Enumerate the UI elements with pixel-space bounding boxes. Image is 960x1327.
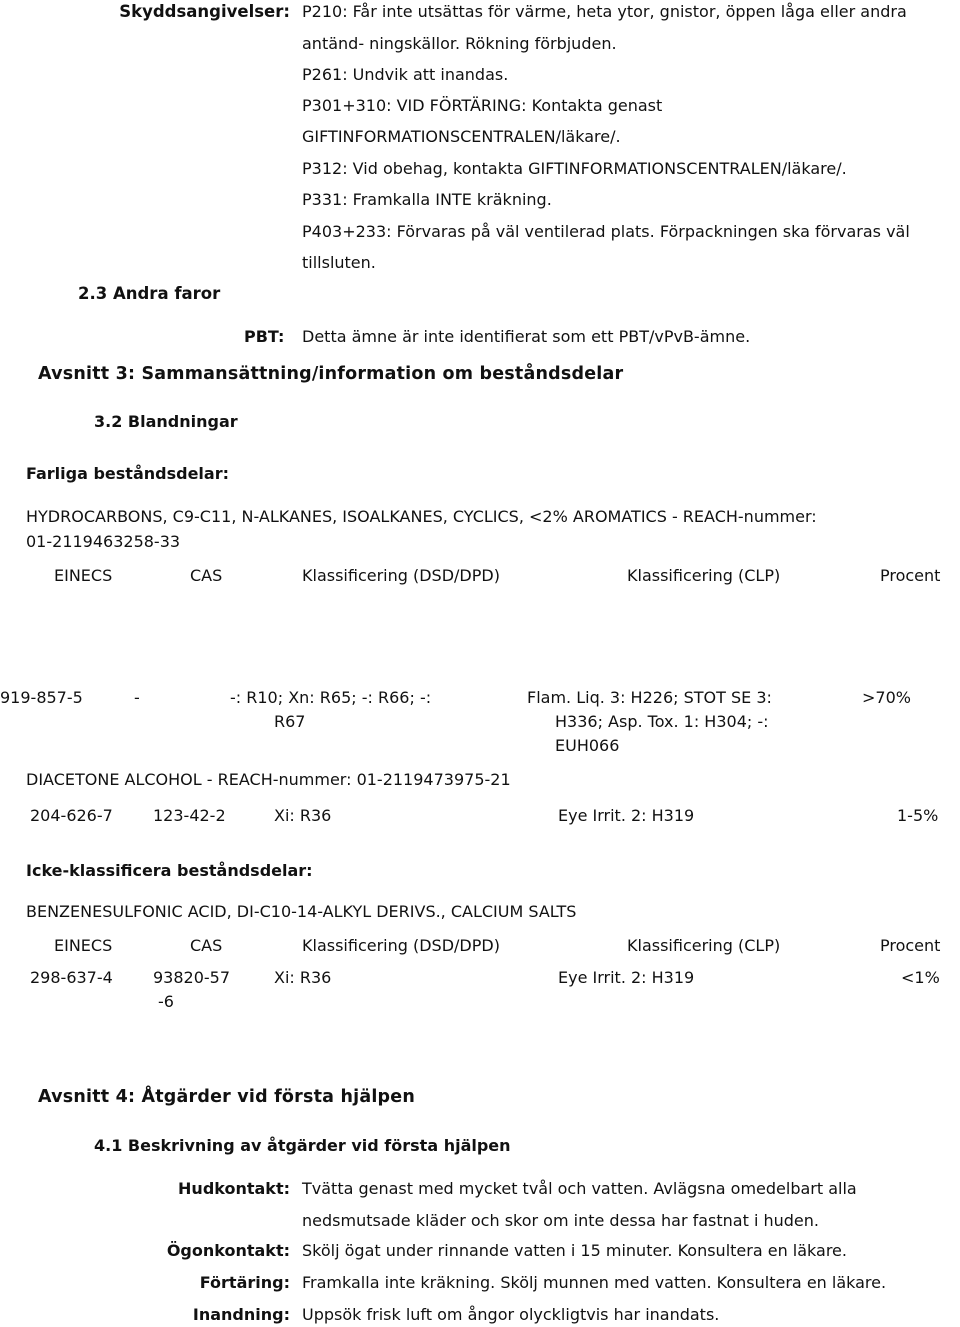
col-header-clp: Klassificering (CLP): [627, 566, 781, 585]
other-hazards-heading: 2.3 Andra faror: [78, 284, 221, 303]
inhalation-label: Inandning:: [192, 1305, 290, 1324]
cell-clp: H336; Asp. Tox. 1: H304; -:: [555, 712, 769, 731]
ingestion-text: Framkalla inte kräkning. Skölj munnen med vatten. Konsultera en läkare.: [302, 1273, 887, 1292]
skin-contact-text: Tvätta genast med mycket tvål och vatten. Avlägsna omedelbart alla: [302, 1179, 857, 1198]
dangerous-components-heading: Farliga beståndsdelar:: [26, 464, 229, 483]
skin-contact-label: Hudkontakt:: [178, 1179, 290, 1198]
eye-contact-text: Skölj ögat under rinnande vatten i 15 minuter. Konsultera en läkare.: [302, 1241, 847, 1260]
inhalation-text: Uppsök frisk luft om ångor olyckligtvis har inandats.: [302, 1305, 720, 1324]
unclassified-components-heading: Icke-klassificera beståndsdelar:: [26, 861, 313, 880]
cell-cas: -6: [158, 992, 174, 1011]
col-header-einecs: EINECS: [54, 936, 113, 955]
cell-clp: EUH066: [555, 736, 620, 755]
substance-name: DIACETONE ALCOHOL - REACH-nummer: 01-2119473975-21: [26, 770, 511, 789]
precaution-line: P261: Undvik att inandas.: [302, 65, 509, 84]
cell-cas: 123-42-2: [153, 806, 226, 825]
cell-clp: Eye Irrit. 2: H319: [558, 806, 695, 825]
precaution-line: tillsluten.: [302, 253, 376, 272]
precaution-line: P301+310: VID FÖRTÄRING: Kontakta genast: [302, 96, 663, 115]
cell-einecs: 298-637-4: [30, 968, 113, 987]
cell-einecs: 204-626-7: [30, 806, 113, 825]
col-header-dsd: Klassificering (DSD/DPD): [302, 936, 500, 955]
substance-name: 01-2119463258-33: [26, 532, 181, 551]
col-header-einecs: EINECS: [54, 566, 113, 585]
cell-percent: >70%: [862, 688, 911, 707]
precaution-line: P331: Framkalla INTE kräkning.: [302, 190, 552, 209]
cell-clp: Eye Irrit. 2: H319: [558, 968, 695, 987]
col-header-clp: Klassificering (CLP): [627, 936, 781, 955]
substance-name: BENZENESULFONIC ACID, DI-C10-14-ALKYL DERIVS., CALCIUM SALTS: [26, 902, 577, 921]
precaution-line: P403+233: Förvaras på väl ventilerad plats. Förpackningen ska förvaras väl: [302, 222, 910, 241]
col-header-percent: Procent: [880, 566, 941, 585]
precautions-label: Skyddsangivelser:: [119, 2, 290, 21]
col-header-cas: CAS: [190, 936, 223, 955]
cell-percent: <1%: [901, 968, 940, 987]
ingestion-label: Förtäring:: [199, 1273, 290, 1292]
section-3-title: Avsnitt 3: Sammansättning/information om beståndsdelar: [38, 364, 624, 384]
skin-contact-text: nedsmutsade kläder och skor om inte dessa har fastnat i huden.: [302, 1211, 819, 1230]
section-4-1-heading: 4.1 Beskrivning av åtgärder vid första hjälpen: [94, 1136, 511, 1155]
col-header-dsd: Klassificering (DSD/DPD): [302, 566, 500, 585]
precaution-line: antänd- ningskällor. Rökning förbjuden.: [302, 34, 617, 53]
cell-dsd: R67: [274, 712, 306, 731]
precaution-line: P210: Får inte utsättas för värme, heta ytor, gnistor, öppen låga eller andra: [302, 2, 907, 21]
pbt-text: Detta ämne är inte identifierat som ett PBT/vPvB-ämne.: [302, 327, 751, 346]
col-header-cas: CAS: [190, 566, 223, 585]
eye-contact-label: Ögonkontakt:: [166, 1241, 290, 1260]
section-4-title: Avsnitt 4: Åtgärder vid första hjälpen: [38, 1087, 415, 1107]
cell-dsd: Xi: R36: [274, 806, 332, 825]
precaution-line: GIFTINFORMATIONSCENTRALEN/läkare/.: [302, 127, 621, 146]
cell-clp: Flam. Liq. 3: H226; STOT SE 3:: [527, 688, 772, 707]
cell-cas: 93820-57: [153, 968, 231, 987]
cell-cas: -: [134, 688, 140, 707]
section-3-2-heading: 3.2 Blandningar: [94, 412, 238, 431]
cell-einecs: 919-857-5: [0, 688, 83, 707]
precaution-line: P312: Vid obehag, kontakta GIFTINFORMATIONSCENTRALEN/läkare/.: [302, 159, 847, 178]
col-header-percent: Procent: [880, 936, 941, 955]
substance-name: HYDROCARBONS, C9-C11, N-ALKANES, ISOALKANES, CYCLICS, <2% AROMATICS - REACH-nummer:: [26, 507, 817, 526]
cell-dsd: Xi: R36: [274, 968, 332, 987]
cell-percent: 1-5%: [897, 806, 939, 825]
cell-dsd: -: R10; Xn: R65; -: R66; -:: [230, 688, 432, 707]
pbt-label: PBT:: [244, 327, 285, 346]
